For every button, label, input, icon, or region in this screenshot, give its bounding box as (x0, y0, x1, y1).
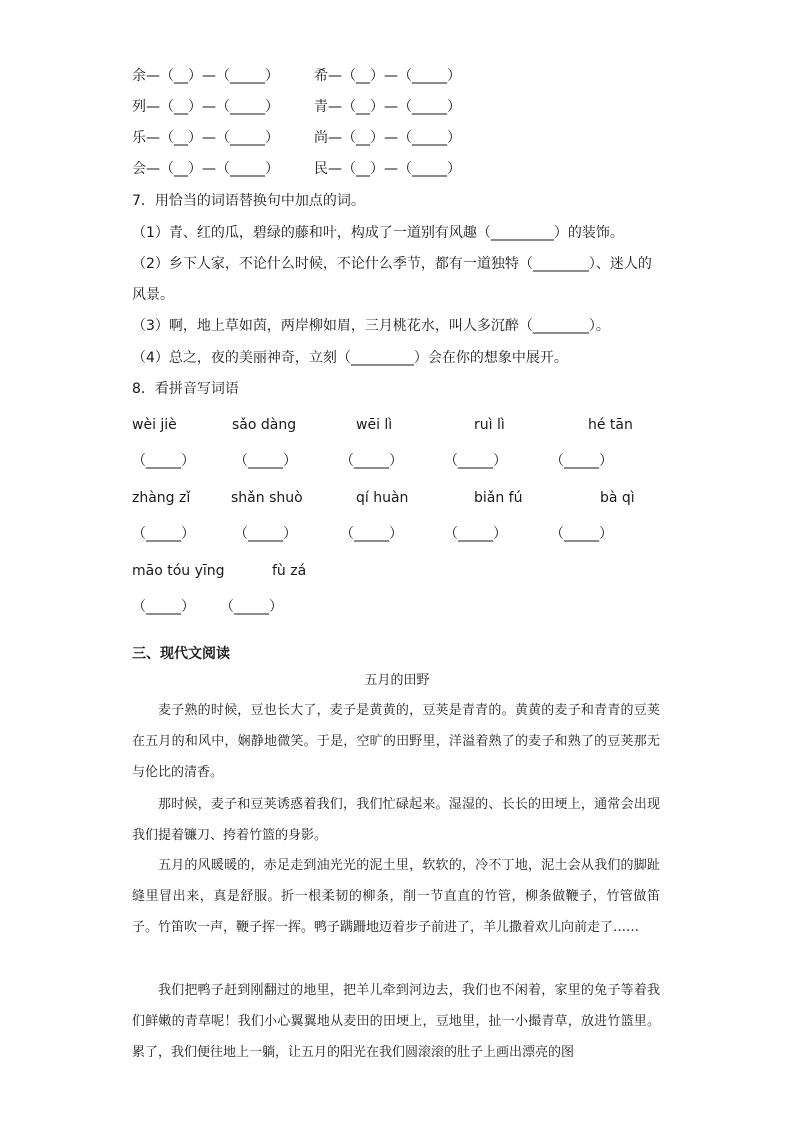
passage-paragraph: 麦子熟的时候，豆也长大了，麦子是黄黄的，豆荚是青青的。黄黄的麦子和青青的豆荚在五月的和风中，娴静地微笑。于是，空旷的田野里，洋溢着熟了的麦子和熟了的豆荚那无与伦比的清香。 (132, 703, 660, 780)
q7-item: （4）总之，夜的美丽神奇，立刻（_________）会在你的想象中展开。 (132, 350, 568, 366)
q7-item: （2）乡下人家，不论什么时候，不论什么季节，都有一道独特（________）、迷人的 (132, 256, 652, 272)
q6-item: 会—（__）—（_____） (132, 161, 279, 177)
answer-blank[interactable]: （_____） (340, 526, 403, 542)
q6-row (132, 97, 552, 117)
q6-row (132, 128, 552, 148)
q8-heading: 8．看拼音写词语 (132, 381, 239, 397)
pinyin-word: biǎn fú (474, 490, 523, 506)
pinyin-row (132, 415, 692, 435)
pinyin-word: ruì lì (474, 417, 505, 433)
pinyin-word: wēi lì (356, 417, 393, 433)
pinyin-word: bà qì (600, 490, 635, 506)
q6-item: 尚—（__）—（_____） (314, 130, 461, 146)
answer-blank[interactable]: （_____） (550, 526, 613, 542)
q6-row (132, 66, 552, 86)
answer-blank[interactable]: （_____） (132, 599, 195, 615)
pinyin-word: qí huàn (356, 490, 409, 506)
passage-paragraph: 五月的风暖暖的，赤足走到油光光的泥土里，软软的，冷不丁地，泥土会从我们的脚趾缝里冒出来，真是舒服。折一根柔韧的柳条，削一节直直的竹管，柳条做鞭子，竹管做笛子。竹笛吹一声，鞭子挥一挥。鸭子蹒跚地迈着步子前进了，羊儿撒着欢儿向前走了…… (132, 858, 660, 935)
answer-blank[interactable]: （_____） (234, 453, 297, 469)
pinyin-word: shǎn shuò (231, 490, 303, 506)
answer-blank[interactable]: （_____） (340, 453, 403, 469)
section-heading: 三、现代文阅读 (132, 646, 230, 662)
answer-blank-row (132, 597, 692, 617)
q6-row (132, 159, 552, 179)
answer-blank-row (132, 524, 692, 544)
pinyin-word: fù zá (272, 563, 307, 579)
answer-blank[interactable]: （_____） (550, 453, 613, 469)
q6-item: 青—（__）—（_____） (314, 99, 461, 115)
answer-blank[interactable]: （_____） (444, 453, 507, 469)
answer-blank[interactable]: （_____） (220, 599, 283, 615)
q6-item: 民—（__）—（_____） (314, 161, 461, 177)
passage-paragraph: 我们把鸭子赶到刚翻过的地里，把羊儿牵到河边去，我们也不闲着，家里的兔子等着我们鲜嫩的青草呢！我们小心翼翼地从麦田的田埂上，豆地里，扯一小撮青草，放进竹篮里。累了，我们便往地上一躺，让五月的阳光在我们圆滚滚的肚子上画出漂亮的图 (132, 983, 660, 1060)
answer-blank[interactable]: （_____） (234, 526, 297, 542)
answer-blank[interactable]: （_____） (132, 526, 195, 542)
answer-blank[interactable]: （_____） (444, 526, 507, 542)
q7-item: （3）啊，地上草如茵，两岸柳如眉，三月桃花水，叫人多沉醉（________）。 (132, 318, 610, 334)
passage-title: 五月的田野 (364, 673, 430, 688)
q6-item: 余—（__）—（_____） (132, 68, 279, 84)
passage-paragraph: 那时候，麦子和豆荚诱惑着我们，我们忙碌起来。湿湿的、长长的田埂上，通常会出现我们提着镰刀、挎着竹篮的身影。 (132, 797, 660, 843)
answer-blank-row (132, 451, 692, 471)
q6-item: 列—（__）—（_____） (132, 99, 279, 115)
q6-item: 乐—（__）—（_____） (132, 130, 279, 146)
q7-item: （1）青、红的瓜，碧绿的藤和叶，构成了一道别有风趣（_________）的装饰。 (132, 225, 624, 241)
pinyin-word: wèi jiè (132, 417, 177, 433)
q7-item: 风景。 (132, 287, 174, 303)
pinyin-row (132, 488, 692, 508)
q7-heading: 7．用恰当的词语替换句中加点的词。 (132, 193, 365, 209)
pinyin-row (132, 561, 692, 581)
pinyin-word: māo tóu yīng (132, 563, 225, 579)
q6-item: 希—（__）—（_____） (314, 68, 461, 84)
answer-blank[interactable]: （_____） (132, 453, 195, 469)
pinyin-word: sǎo dàng (232, 417, 297, 433)
pinyin-word: hé tān (588, 417, 633, 433)
pinyin-word: zhàng zǐ (132, 490, 191, 506)
